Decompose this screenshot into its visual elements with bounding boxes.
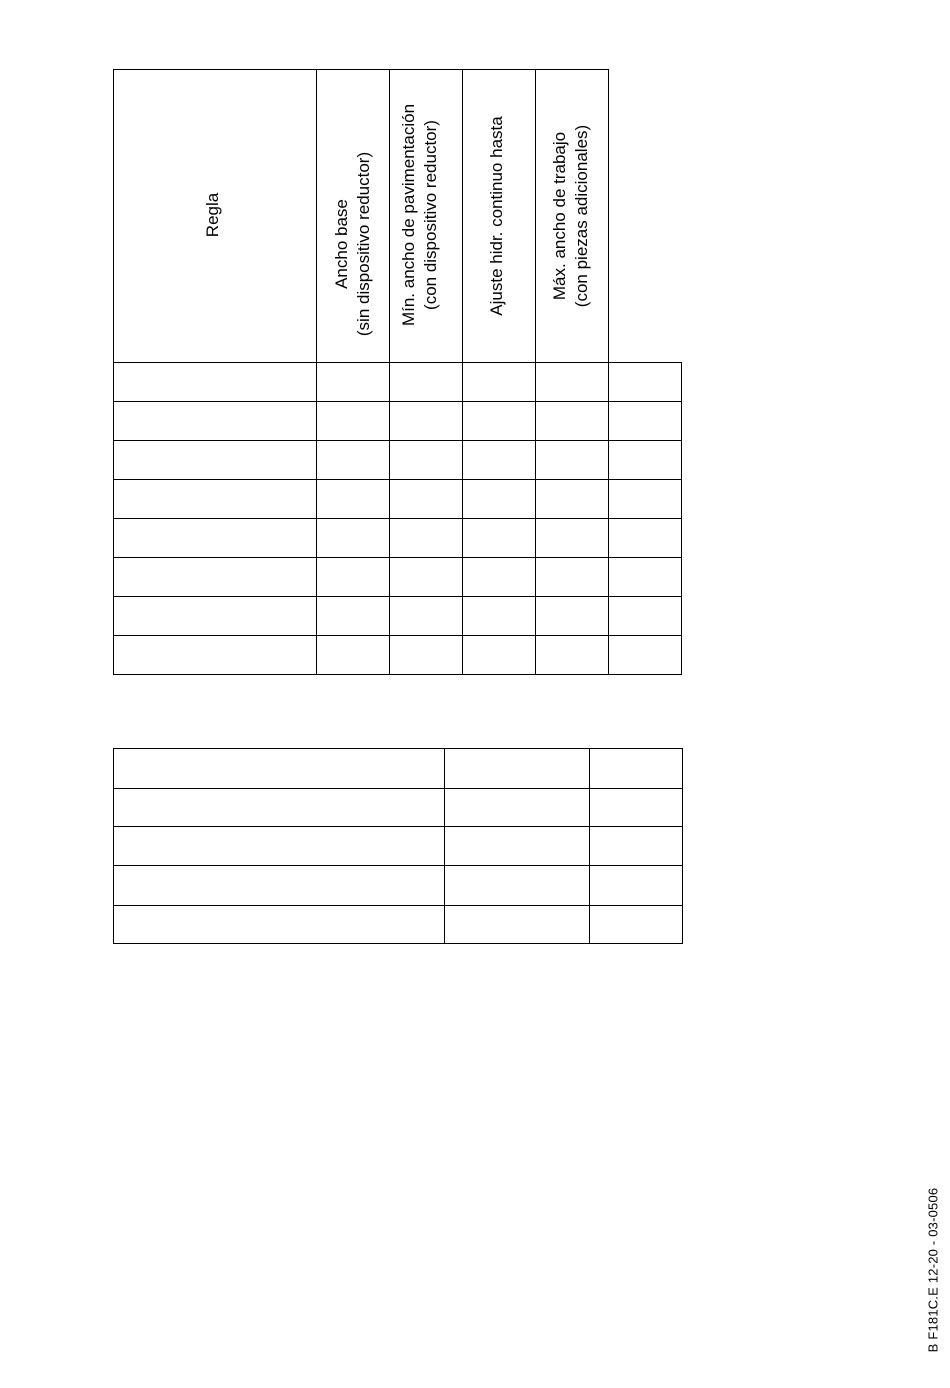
- header-regla-label: Regla: [203, 192, 222, 238]
- table-border: [535, 69, 536, 675]
- header-ajuste-label: Ajuste hidr. continuo hasta: [487, 116, 506, 316]
- header-min-ancho-line1: Mín. ancho de pavimentación: [399, 103, 418, 327]
- table-border: [113, 362, 682, 363]
- header-max-ancho-line2: (con piezas adicionales): [572, 124, 591, 308]
- table-border: [113, 748, 683, 749]
- table-border: [682, 748, 683, 944]
- table-border: [444, 748, 445, 944]
- header-min-ancho-line2: (con dispositivo reductor): [421, 120, 440, 310]
- table-border: [113, 479, 682, 480]
- table-border: [113, 635, 682, 636]
- table-border: [113, 905, 683, 906]
- header-min-ancho: [398, 104, 442, 326]
- table-border: [389, 69, 390, 675]
- header-ancho-base-line2: (sin dispositivo reductor): [354, 151, 373, 337]
- table-border: [113, 748, 114, 944]
- table-border: [113, 943, 683, 944]
- table-border: [589, 748, 590, 944]
- table-border: [113, 401, 682, 402]
- table-border: [113, 674, 682, 675]
- header-max-ancho-line1: Máx. ancho de trabajo: [550, 131, 569, 301]
- header-max-ancho: [549, 125, 593, 307]
- table-border: [113, 557, 682, 558]
- secondary-table: [0, 700, 950, 960]
- header-ancho-base-line1: Ancho base: [332, 199, 351, 289]
- table-border: [113, 826, 683, 827]
- header-ancho-base: [331, 152, 375, 336]
- table-border: [113, 865, 683, 866]
- table-border: [113, 69, 114, 675]
- table-border: [462, 69, 463, 675]
- table-border: [113, 440, 682, 441]
- table-border: [113, 596, 682, 597]
- table-border: [113, 788, 683, 789]
- header-regla: [202, 193, 224, 237]
- table-border: [316, 69, 317, 675]
- table-border: [113, 518, 682, 519]
- header-ajuste: [486, 116, 508, 315]
- table-border: [608, 69, 609, 675]
- document-code: B F181C.E 12-20 - 03-0506: [925, 1187, 941, 1353]
